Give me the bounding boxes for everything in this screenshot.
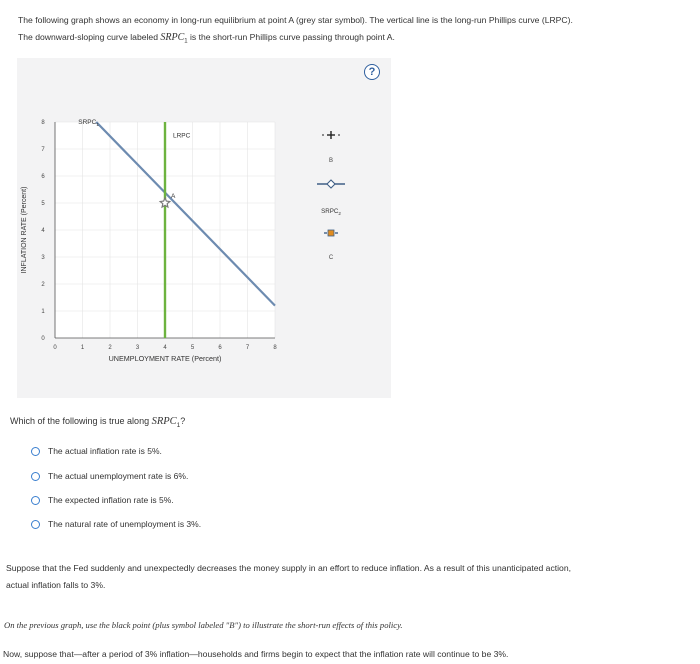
x-tick-label: 6 — [218, 345, 222, 351]
answer-option-label: The natural rate of unemployment is 3%. — [48, 519, 202, 529]
intro-srpc-term: SRPC — [160, 32, 185, 43]
intro-line-2-prefix: The downward-sloping curve labeled — [18, 32, 161, 42]
x-tick-label: 3 — [135, 345, 140, 351]
srpc1-label: $SRPC_1$ — [78, 119, 99, 127]
x-tick-label: 7 — [245, 345, 250, 351]
radio-button[interactable] — [31, 472, 40, 481]
expectations-paragraph: Now, suppose that—after a period of 3% inflation—households and firms begin to expect that the inflation rate will continue to be 3%. — [3, 649, 509, 659]
y-tick-label: 3 — [41, 255, 45, 261]
x-tick-label: 5 — [190, 345, 195, 351]
answer-option-1[interactable] — [31, 446, 162, 456]
question-srpc-sub: 1 — [176, 421, 181, 429]
y-tick-label: 8 — [41, 120, 45, 126]
intro-line-2 — [18, 29, 688, 51]
legend-srpc2-label: $SRPC_2$ — [321, 208, 341, 216]
answer-option-label: The actual inflation rate is 5%. — [48, 446, 162, 456]
intro-text — [18, 12, 688, 51]
y-tick-label: 7 — [41, 147, 45, 153]
point-a-label: A — [171, 193, 176, 200]
help-icon[interactable]: ? — [364, 64, 380, 80]
x-axis-title: UNEMPLOYMENT RATE (Percent) — [108, 354, 222, 363]
fed-policy-line-1: Suppose that the Fed suddenly and unexpectedly decreases the money supply in an effort to reduce inflation. As a result of this unanticipated action, — [6, 563, 572, 573]
x-tick-label: 4 — [163, 345, 167, 351]
phillips-curve-graph[interactable] — [17, 58, 391, 398]
intro-line-2-suffix: is the short-run Phillips curve passing through point A. — [187, 32, 395, 42]
fed-policy-paragraph — [6, 560, 686, 594]
diamond-icon[interactable] — [327, 180, 335, 188]
y-tick-label: 4 — [41, 228, 45, 234]
x-tick-label: 0 — [53, 345, 57, 351]
legend-c-label: C — [328, 255, 334, 261]
y-tick-label: 0 — [41, 336, 45, 342]
graph-panel — [17, 58, 391, 398]
y-tick-label: 6 — [41, 174, 45, 180]
y-tick-label: 2 — [41, 282, 45, 288]
x-tick-label: 8 — [273, 345, 277, 351]
radio-button[interactable] — [31, 496, 40, 505]
lrpc-label: LRPC — [173, 132, 191, 140]
instruction-paragraph — [4, 617, 684, 634]
intro-srpc-sub: 1 — [184, 38, 188, 45]
answer-option-2[interactable] — [31, 471, 188, 481]
x-tick-label: 1 — [80, 345, 85, 351]
y-axis-title: INFLATION RATE (Percent) — [21, 186, 28, 274]
answer-option-4[interactable] — [31, 519, 201, 529]
question-suffix: ? — [180, 416, 186, 426]
question-prefix: Which of the following is true along — [10, 416, 152, 426]
y-tick-label: 5 — [41, 201, 45, 207]
question-text — [10, 416, 185, 429]
y-tick-label: 1 — [41, 309, 45, 315]
intro-line-1: The following graph shows an economy in long-run equilibrium at point A (grey star symbol). The vertical line is the long-run Phillips curve (LRPC). — [18, 15, 573, 25]
radio-button[interactable] — [31, 447, 40, 456]
instruction-text: On the previous graph, use the black point (plus symbol labeled "B") to illustrate the short-run effects of this policy. — [4, 620, 403, 630]
question-srpc-term: SRPC — [151, 416, 177, 427]
legend-b-label: B — [328, 158, 334, 164]
answer-option-label: The actual unemployment rate is 6%. — [48, 471, 189, 481]
answer-option-3[interactable] — [31, 495, 174, 505]
x-tick-label: 2 — [108, 345, 112, 351]
radio-button[interactable] — [31, 520, 40, 529]
square-tool-icon[interactable] — [328, 230, 334, 236]
fed-policy-line-2: actual inflation falls to 3%. — [6, 580, 106, 590]
answer-option-label: The expected inflation rate is 5%. — [48, 495, 174, 505]
